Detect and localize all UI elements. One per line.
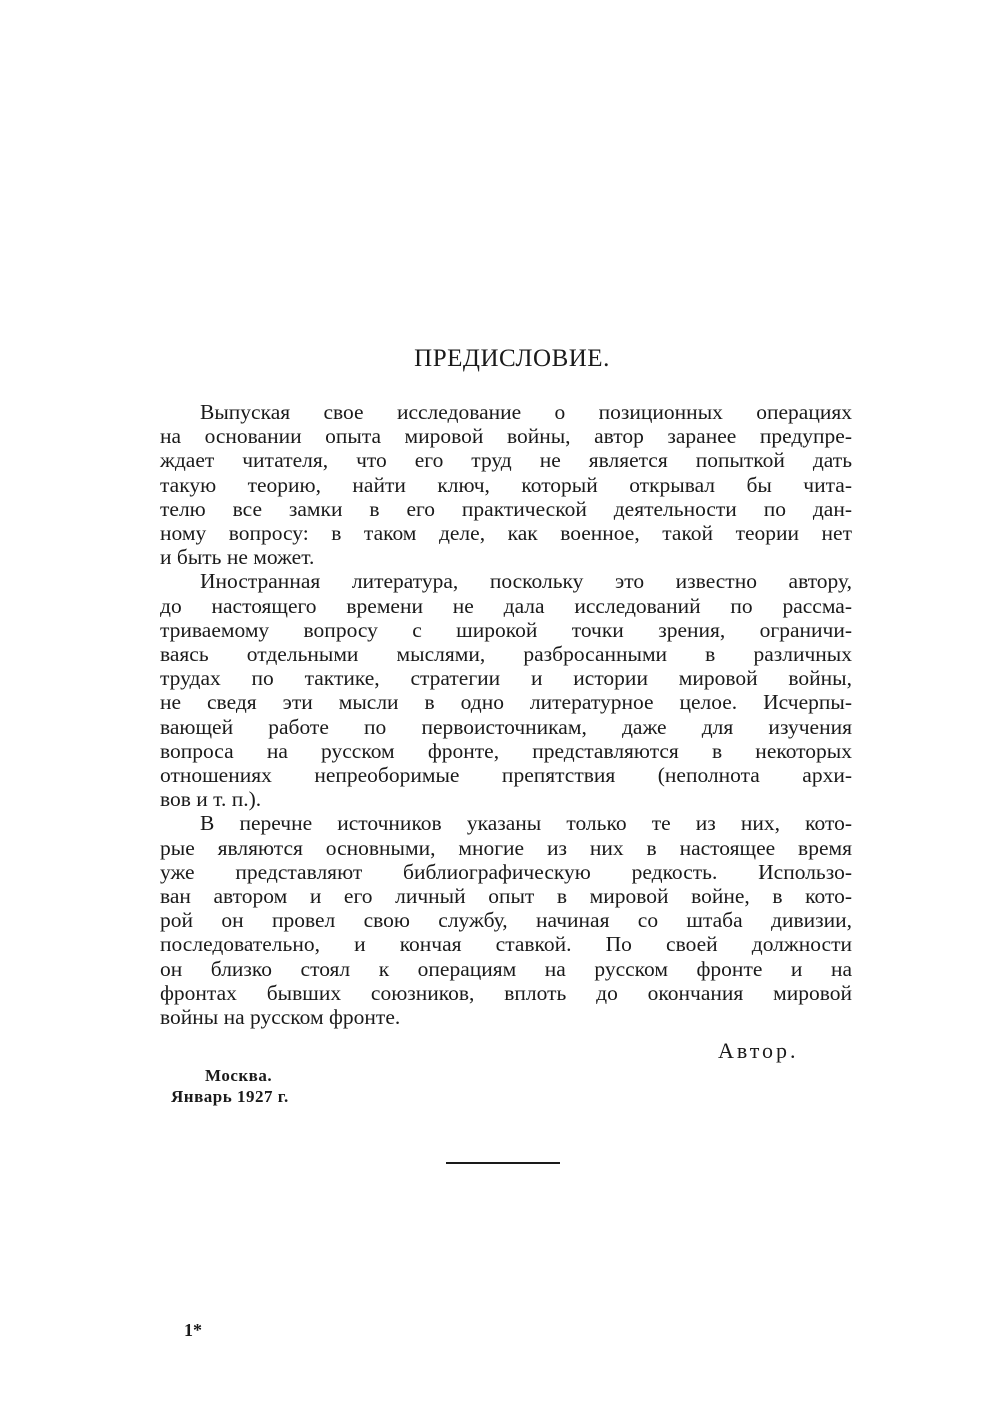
preface-body xyxy=(160,400,852,1029)
text-line: телю все замки в его практической деятельности по дан- xyxy=(160,496,852,521)
text-line: до настоящего времени не дала исследований по рассма- xyxy=(160,593,852,618)
paragraph-1 xyxy=(160,400,852,569)
text-line: и быть не может. xyxy=(160,545,315,570)
date-line: Январь 1927 г. xyxy=(171,1087,289,1106)
text-line: не сведя эти мысли в одно литературное целое. Исчерпы- xyxy=(160,690,852,715)
section-divider xyxy=(446,1162,560,1164)
page-title: ПРЕДИСЛОВИЕ. xyxy=(414,345,610,372)
text-line: отношениях непреоборимые препятствия (неполнота архи- xyxy=(160,763,852,788)
text-line: войны на русском фронте. xyxy=(160,1005,401,1030)
author-signature: Автор. xyxy=(718,1038,799,1063)
text-line: рой он провел свою службу, начиная со штаба дивизии, xyxy=(160,908,852,933)
text-line: на основании опыта мировой войны, автор заранее предупре- xyxy=(160,424,852,449)
page-number: 1* xyxy=(184,1320,202,1340)
text-line: последовательно, и кончая ставкой. По своей должности xyxy=(160,932,852,957)
text-line: трудах по тактике, стратегии и истории мировой войны, xyxy=(160,666,852,691)
text-line: фронтах бывших союзников, вплоть до окончания мировой xyxy=(160,980,852,1005)
text-line: ному вопросу: в таком деле, как военное, такой теории нет xyxy=(160,521,852,546)
text-line: такую теорию, найти ключ, который открывал бы чита- xyxy=(160,472,852,497)
text-line: В перечне источников указаны только те из них, кото- xyxy=(200,811,852,836)
text-line: уже представляют библиографическую редкость. Использо- xyxy=(160,859,852,884)
text-line: вопроса на русском фронте, представляются в некоторых xyxy=(160,738,852,763)
text-line: ждает читателя, что его труд не является попыткой дать xyxy=(160,448,852,473)
text-line: Выпуская свое исследование о позиционных операциях xyxy=(200,400,852,424)
text-line: ван автором и его личный опыт в мировой войне, в кото- xyxy=(160,884,852,909)
text-line: Иностранная литература, поскольку это известно автору, xyxy=(200,569,852,594)
paragraph-2 xyxy=(160,569,852,811)
text-line: рые являются основными, многие из них в настоящее время xyxy=(160,835,852,860)
text-line: вов и т. п.). xyxy=(160,787,262,812)
place-line: Москва. xyxy=(205,1066,273,1085)
text-line: триваемому вопросу с широкой точки зрения, ограничи- xyxy=(160,617,852,642)
text-line: вающей работе по первоисточникам, даже для изучения xyxy=(160,714,852,739)
text-line: он близко стоял к операциям на русском фронте и на xyxy=(160,956,852,981)
paragraph-3 xyxy=(160,811,852,1029)
text-line: ваясь отдельными мыслями, разбросанными в различных xyxy=(160,642,852,667)
